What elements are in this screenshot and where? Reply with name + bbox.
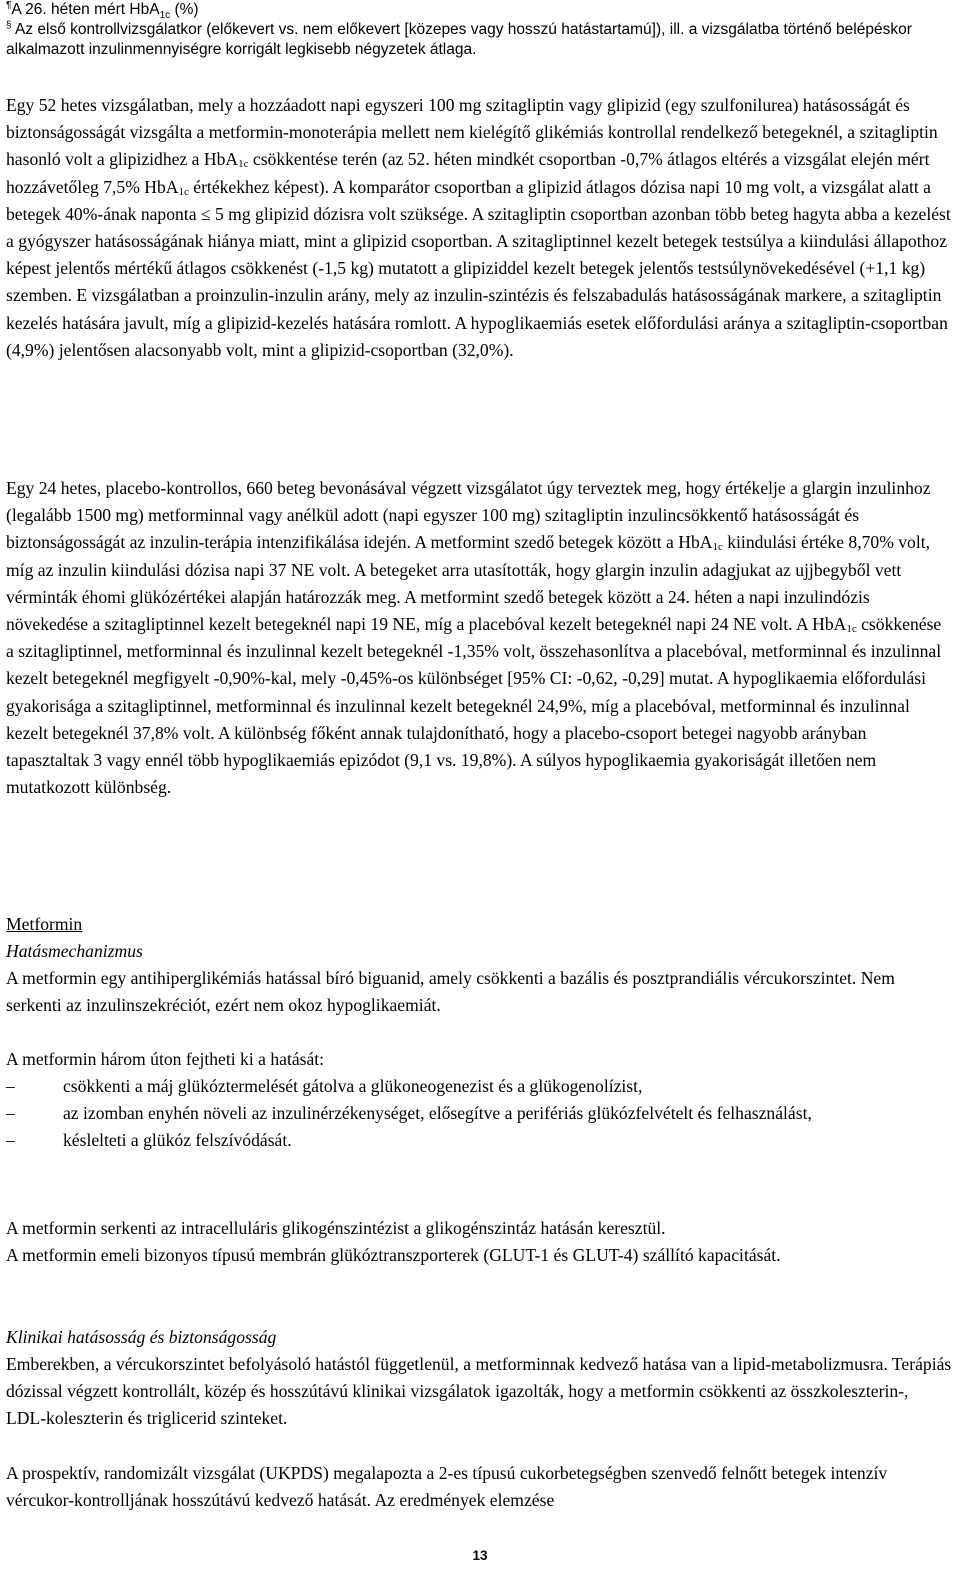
paragraph-glut: A metformin emeli bizonyos típusú membrán glükóztranszporterek (GLUT-1 és GLUT-4) szállító kapacitását. [6,1245,781,1265]
footnote-least-squares: § Az első kontrollvizsgálatkor (előkevert vs. nem előkevert [közepes vagy hosszú hatástartamú]), ill. a vizsgálatba történő belépéskor alkalmazott inzulinmennyiségre korrigált legkisebb négyzetek átlaga. [6,19,912,58]
dash-marker: – [6,1130,15,1151]
page-number: 13 [472,1548,488,1563]
paragraph-sitagliptin-insulin: Egy 24 hetes, placebo-kontrollos, 660 beteg bevonásával végzett vizsgálatot úgy terveztek meg, hogy értékelje a glargin inzulinhoz (legalább 1500 mg) metforminnal vagy anélkül adott (napi egyszer 100 mg) szitagliptin inzulincsökkentő hatásosságát és biztonságosságát az inzulin-terápia intenzifikálása idején. A metformint szedő betegek között a HbA$_{1c}$ kiindulási értéke 8,70% volt, míg az inzulin kiindulási dózisa napi 37 NE volt. A betegeket arra utasították, hogy glargin inzulin adagjukat az ujjbegyből vett vérminták éhomi glükózértékei alapján határozzák meg. A metformint szedő betegek között a 24. héten a napi inzulindózis növekedése a szitagliptinnel kezelt betegeknél napi 19 NE, míg a placebóval kezelt betegeknél napi 24 NE volt. A HbA$_{1c}$ csökkenése a szitagliptinnel, metforminnal és inzulinnal kezelt betegeknél -1,35% volt, összehasonlítva a placebóval, metforminnal és inzulinnal kezelt betegeknél megfigyelt -0,90%-kal, mely -0,45%-os különbséget [95% CI: -0,62, -0,29] mutat. A hypoglikaemia előfordulási gyakorisága a szitagliptinnel, metforminnal és inzulinnal kezelt betegeknél 24,9%, míg a placebóval, metforminnal és inzulinnal kezelt betegeknél 37,8% volt. A különbség főként annak tulajdonítható, hogy a placebo-csoport betegei nagyobb arányban tapasztaltak 3 vagy ennél több hypoglikaemiás epizódot (9,1 vs. 19,8%). A súlyos hypoglikaemia gyakoriságát illetően nem mutatkozott különbség. [6,478,942,798]
paragraph-lipid: Emberekben, a vércukorszintet befolyásoló hatástól függetlenül, a metforminnak kedvező hatása van a lipid-metabolizmusra. Terápiás dózissal végzett kontrollált, közép és hosszútávú klinikai vizsgálatok igazolták, hogy a metformin csökkenti az összkoleszterin-, LDL-koleszterin és triglicerid szinteket. [6,1354,952,1429]
footnote-mark: § [6,19,12,31]
mechanism-list [6,1073,952,1155]
list-item: – késlelteti a glükóz felszívódását. [6,1127,952,1154]
paragraph-sitagliptin-glipizide: Egy 52 hetes vizsgálatban, mely a hozzáadott napi egyszeri 100 mg szitagliptin vagy glipizid (egy szulfonilurea) hatásosságát és biztonságosságát vizsgálta a metformin-monoterápia mellett nem kielégítő glikémiás kontrollal rendelkező betegeknél, a szitagliptin hasonló volt a glipizidhez a HbA$_{1c}$ csökkentése terén (az 52. héten mindkét csoportban -0,7% átlagos eltérés a vizsgálat elején mért hozzávetőleg 7,5% HbA$_{1c}$ értékekhez képest). A komparátor csoportban a glipizid átlagos dózisa napi 10 mg volt, a vizsgálat alatt a betegek 40%-ának naponta ≤ 5 mg glipizid dózisra volt szüksége. A szitagliptin csoportban azonban több beteg hagyta abba a kezelést a gyógyszer hatásosságának hiánya miatt, mint a glipizid csoportban. A szitagliptinnel kezelt betegek testsúlya a kiindulási állapothoz képest jelentős mértékű átlagos csökkenést (-1,5 kg) mutatott a glipiziddel kezelt betegek jelentős testsúlynövekedésével (+1,1 kg) szemben. E vizsgálatban a proinzulin-inzulin arány, mely az inzulin-szintézis és felszabadulás hatásosságának markere, a szitagliptin kezelés hatására javult, míg a glipizid-kezelés hatására romlott. A hypoglikaemiás esetek előfordulási aránya a szitagliptin-csoportban (4,9%) jelentősen alacsonyabb volt, mint a glipizid-csoportban (32,0%). [6,95,951,360]
footnote-hba1c: ¶A 26. héten mért HbA$_{1c}$ (%) [6,0,199,22]
paragraph-glycogen: A metformin serkenti az intracelluláris glikogénszintézist a glikogénszintáz hatásán keresztül. [6,1218,666,1238]
footnote-mark: ¶ [6,0,12,11]
paragraph-list-intro: A metformin három úton fejtheti ki a hatását: [6,1049,325,1069]
dash-marker: – [6,1103,15,1124]
subheading-clinical: Klinikai hatásosság és biztonságosság [6,1327,277,1347]
section-heading-metformin: Metformin [6,914,83,934]
list-item: – csökkenti a máj glükóztermelését gátolva a glükoneogenezist és a glükogenolízist, [6,1073,952,1100]
subheading-mechanism: Hatásmechanizmus [6,941,143,961]
paragraph-ukpds: A prospektív, randomizált vizsgálat (UKPDS) megalapozta a 2-es típusú cukorbetegségben szenvedő felnőtt betegek intenzív vércukor-kontrolljának hosszútávú kedvező hatását. Az eredmények elemzése [6,1463,888,1511]
paragraph-metformin-intro: A metformin egy antihiperglikémiás hatással bíró biguanid, amely csökkenti a bazális és posztprandiális vércukorszintet. Nem serkenti az inzulinszekréciót, ezért nem okoz hypoglikaemiát. [6,968,895,1016]
list-item: – az izomban enyhén növeli az inzulinérzékenységet, elősegítve a perifériás glükózfelvételt és felhasználást, [6,1100,952,1127]
dash-marker: – [6,1076,15,1096]
